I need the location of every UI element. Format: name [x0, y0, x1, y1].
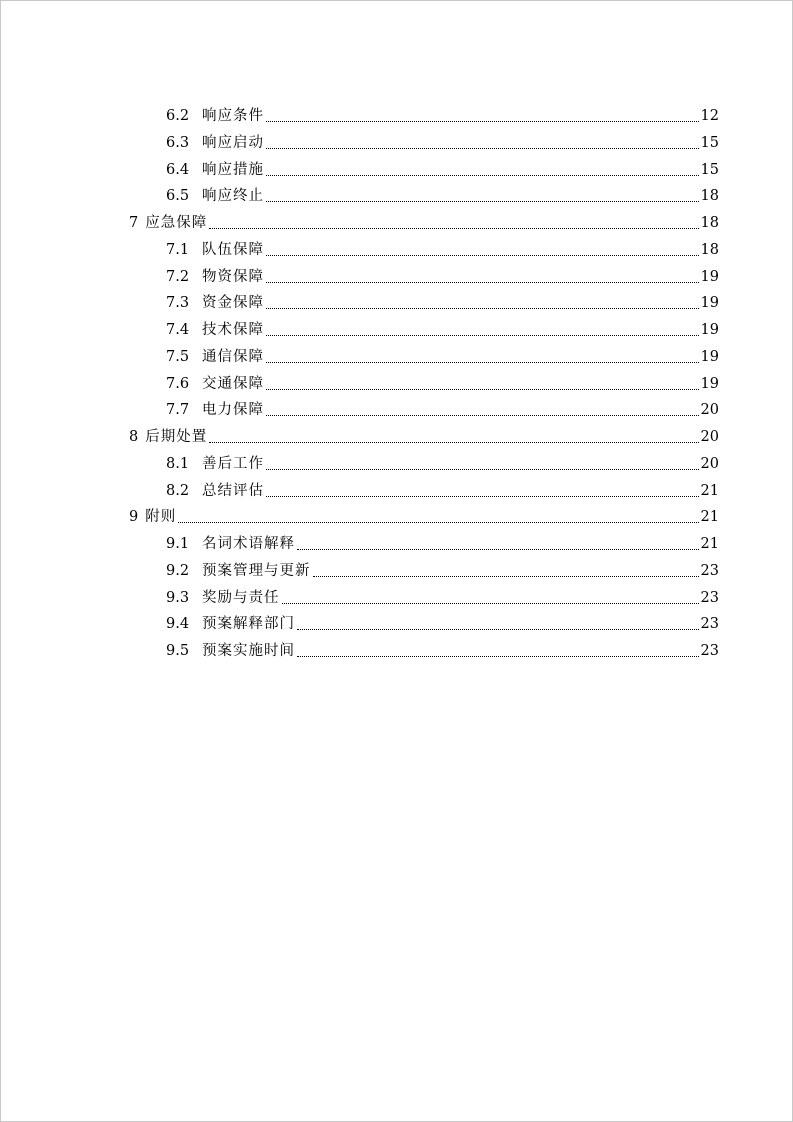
dot-leader: [178, 522, 698, 523]
toc-entry-title: 奖励与责任: [202, 589, 280, 606]
dot-leader: [297, 549, 699, 550]
toc-entry-title: 附则: [145, 509, 177, 526]
toc-entry-page-number: 12: [700, 108, 719, 124]
toc-entry-number: 9.4: [166, 616, 190, 633]
toc-entry-page-number: 20: [700, 455, 719, 472]
toc-entry-title: 电力保障: [202, 402, 264, 419]
toc-entry-title: 预案实施时间: [202, 643, 295, 659]
toc-entry-title: 名词术语解释: [202, 536, 295, 552]
dot-leader: [266, 201, 699, 202]
toc-entry-number: 9.3: [166, 589, 190, 606]
dot-leader: [266, 255, 699, 256]
toc-entry[interactable]: [166, 285, 719, 312]
dot-leader: [266, 121, 699, 122]
toc-entry-number: 7.4: [166, 322, 190, 338]
dot-leader: [266, 308, 699, 309]
toc-entry-title: 物资保障: [202, 268, 264, 285]
toc-entry[interactable]: [166, 392, 719, 419]
toc-entry-page-number: 21: [700, 509, 719, 526]
toc-entry-number: 9: [129, 509, 139, 526]
toc-entry[interactable]: [166, 339, 719, 366]
dot-leader: [313, 576, 699, 577]
toc-entry-number: 9.2: [166, 562, 190, 579]
toc-entry[interactable]: [166, 125, 719, 152]
toc-entry-page-number: 23: [700, 643, 719, 659]
toc-entry[interactable]: [129, 419, 719, 446]
toc-entry[interactable]: [166, 98, 719, 125]
toc-entry[interactable]: [166, 446, 719, 473]
toc-entry[interactable]: [129, 205, 719, 232]
toc-entry-title: 资金保障: [202, 295, 264, 312]
toc-entry-page-number: 18: [700, 215, 719, 231]
toc-entry-title: 预案管理与更新: [202, 562, 311, 579]
toc-entry-page-number: 21: [700, 482, 719, 499]
toc-entry-title: 善后工作: [202, 455, 264, 472]
toc-entry-page-number: 21: [700, 536, 719, 552]
dot-leader: [297, 656, 699, 657]
toc-entry[interactable]: [166, 152, 719, 179]
toc-entry-title: 响应条件: [202, 108, 264, 124]
dot-leader: [266, 362, 699, 363]
toc-entry-title: 响应终止: [202, 188, 264, 205]
toc-entry-page-number: 19: [700, 375, 719, 392]
toc-entry[interactable]: [166, 366, 719, 393]
toc-entry-page-number: 23: [700, 562, 719, 579]
dot-leader: [297, 629, 699, 630]
toc-entry-title: 通信保障: [202, 348, 264, 365]
toc-entry-number: 7.6: [166, 375, 190, 392]
dot-leader: [282, 603, 699, 604]
toc-entry[interactable]: [166, 606, 719, 633]
dot-leader: [266, 415, 699, 416]
toc-entry-number: 9.1: [166, 536, 190, 552]
toc-entry-number: 8.2: [166, 482, 190, 499]
toc-entry-title: 队伍保障: [202, 241, 264, 258]
toc-entry-number: 9.5: [166, 643, 190, 659]
dot-leader: [209, 228, 698, 229]
toc-entry-page-number: 18: [700, 241, 719, 258]
toc-entry-title: 响应措施: [202, 161, 264, 178]
toc-entry-number: 7.2: [166, 268, 190, 285]
toc-entry-number: 7.3: [166, 295, 190, 312]
toc-entry[interactable]: [166, 259, 719, 286]
toc-entry-page-number: 19: [700, 348, 719, 365]
toc-entry-page-number: 19: [700, 268, 719, 285]
dot-leader: [266, 148, 699, 149]
toc-entry[interactable]: [166, 580, 719, 607]
toc-entry-title: 总结评估: [202, 482, 264, 499]
toc-entry-title: 应急保障: [145, 215, 208, 231]
toc-entry-page-number: 15: [700, 161, 719, 178]
toc-entry-title: 交通保障: [202, 375, 264, 392]
dot-leader: [209, 442, 698, 443]
toc-entry-page-number: 15: [700, 134, 719, 151]
toc-entry-page-number: 18: [700, 188, 719, 205]
toc-entry[interactable]: [166, 633, 719, 660]
toc-entry-page-number: 23: [700, 616, 719, 633]
toc-entry-number: 6.5: [166, 188, 190, 205]
toc-entry[interactable]: [166, 232, 719, 259]
toc-entry-title: 技术保障: [202, 322, 264, 338]
toc-entry[interactable]: [166, 178, 719, 205]
toc-entry-number: 7.1: [166, 241, 190, 258]
toc-entry-title: 后期处置: [145, 429, 208, 445]
dot-leader: [266, 469, 699, 470]
toc-entry[interactable]: [129, 499, 719, 526]
toc-entry[interactable]: [166, 473, 719, 500]
dot-leader: [266, 175, 699, 176]
toc-entry[interactable]: [166, 312, 719, 339]
toc-entry-page-number: 20: [700, 402, 719, 419]
toc-entry-number: 6.4: [166, 161, 190, 178]
toc-entry-title: 响应启动: [202, 134, 264, 151]
toc-entry-number: 8: [129, 429, 139, 445]
dot-leader: [266, 282, 699, 283]
toc-entry-title: 预案解释部门: [202, 616, 295, 633]
toc-entry-number: 6.2: [166, 108, 190, 124]
toc-entry-page-number: 20: [700, 429, 719, 445]
toc-entry-number: 7.5: [166, 348, 190, 365]
toc-entry-number: 8.1: [166, 455, 190, 472]
toc-entry-number: 6.3: [166, 134, 190, 151]
dot-leader: [266, 496, 699, 497]
toc-entry-page-number: 23: [700, 589, 719, 606]
toc-entry[interactable]: [166, 526, 719, 553]
toc-entry-page-number: 19: [700, 295, 719, 312]
dot-leader: [266, 389, 699, 390]
dot-leader: [266, 335, 699, 336]
toc-entry-number: 7.7: [166, 402, 190, 419]
toc-entry[interactable]: [166, 553, 719, 580]
toc-entry-number: 7: [129, 215, 139, 231]
toc-entry-page-number: 19: [700, 322, 719, 338]
